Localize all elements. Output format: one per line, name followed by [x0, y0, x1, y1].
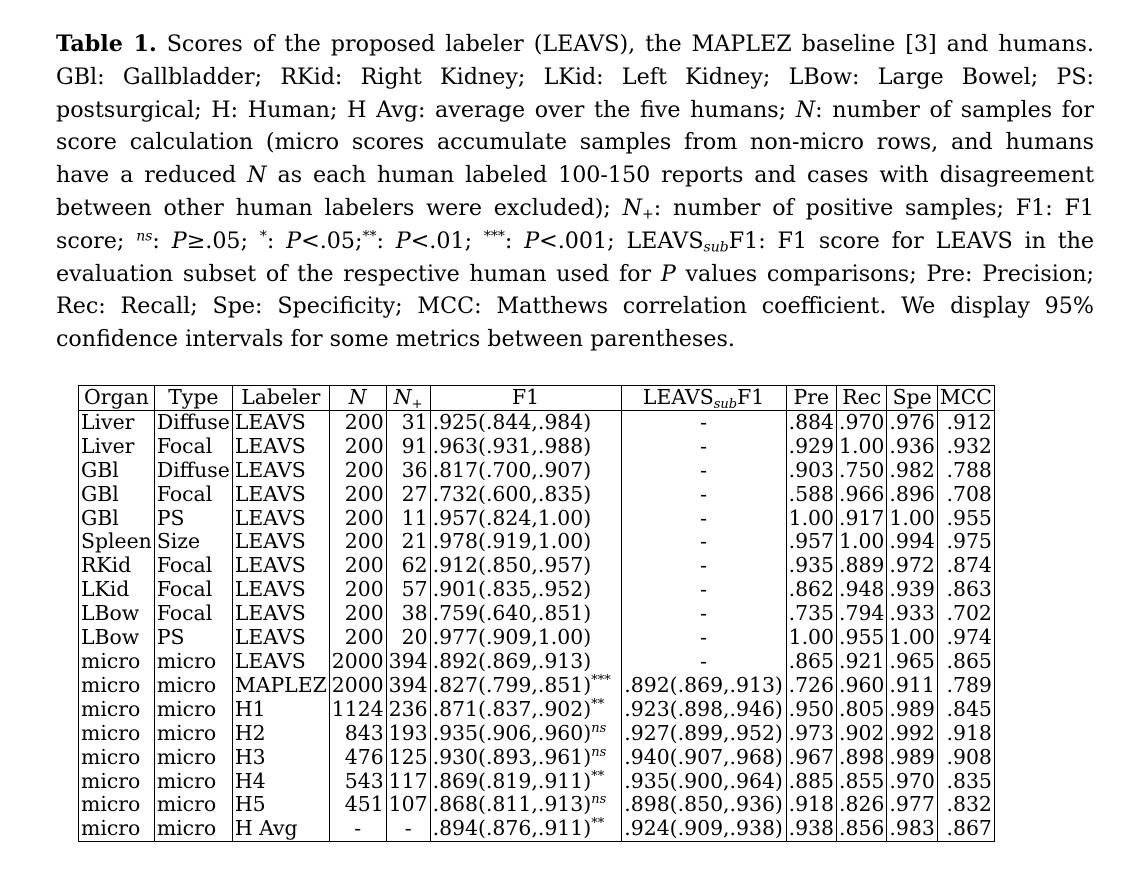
cell-spe: .977 [887, 793, 937, 817]
cell-labeler: H5 [232, 793, 329, 817]
cell-leavs-sub-f1: - [621, 530, 786, 554]
cell-f1 [430, 626, 621, 650]
cell-rec: .917 [837, 507, 887, 531]
cell-mcc: .918 [937, 722, 994, 746]
cell-spe: .911 [887, 674, 937, 698]
cell-f1 [430, 817, 621, 841]
cell-leavs-sub-f1: - [621, 410, 786, 434]
cell-pre: 1.00 [786, 507, 836, 531]
header-labeler: Labeler [232, 386, 329, 411]
cell-pre: .918 [786, 793, 836, 817]
cell-type: Focal [154, 554, 232, 578]
cell-rec: .750 [837, 459, 887, 483]
cell-spe: .936 [887, 435, 937, 459]
cell-pre: .884 [786, 410, 836, 434]
cell-mcc: .974 [937, 626, 994, 650]
cell-organ: GBl [79, 483, 155, 507]
cell-nplus: - [386, 817, 430, 841]
f1-value: .925(.844,.984) [432, 409, 592, 434]
cell-nplus: 107 [386, 793, 430, 817]
cell-organ: micro [79, 650, 155, 674]
table-row [79, 554, 995, 578]
cell-type: Focal [154, 578, 232, 602]
cell-rec: .970 [837, 410, 887, 434]
cell-pre: .865 [786, 650, 836, 674]
cell-spe: 1.00 [887, 507, 937, 531]
cell-type: micro [154, 674, 232, 698]
cell-type: micro [154, 650, 232, 674]
cell-nplus: 20 [386, 626, 430, 650]
cell-rec: .805 [837, 698, 887, 722]
table-row [79, 410, 995, 434]
cell-nplus: 394 [386, 674, 430, 698]
cell-spe: .994 [887, 530, 937, 554]
cell-f1 [430, 507, 621, 531]
cell-mcc: .702 [937, 602, 994, 626]
cell-n: 543 [329, 770, 386, 794]
cell-f1 [430, 770, 621, 794]
cell-leavs-sub-f1: - [621, 507, 786, 531]
cell-mcc: .832 [937, 793, 994, 817]
cell-n: 200 [329, 530, 386, 554]
cell-mcc: .908 [937, 746, 994, 770]
cell-labeler: LEAVS [232, 554, 329, 578]
cell-pre: .929 [786, 435, 836, 459]
cell-nplus: 27 [386, 483, 430, 507]
cell-n: 2000 [329, 650, 386, 674]
cell-type: Focal [154, 483, 232, 507]
header-f1: F1 [430, 386, 621, 411]
cell-pre: .957 [786, 530, 836, 554]
cell-rec: 1.00 [837, 530, 887, 554]
cell-leavs-sub-f1: .892(.869,.913) [621, 674, 786, 698]
cell-spe: .939 [887, 578, 937, 602]
cell-pre: .935 [786, 554, 836, 578]
cell-rec: .921 [837, 650, 887, 674]
cell-mcc: .932 [937, 435, 994, 459]
cell-leavs-sub-f1: .935(.900,.964) [621, 770, 786, 794]
cell-organ: micro [79, 746, 155, 770]
cell-rec: .948 [837, 578, 887, 602]
cell-leavs-sub-f1: .923(.898,.946) [621, 698, 786, 722]
cell-labeler: LEAVS [232, 626, 329, 650]
cell-organ: GBl [79, 507, 155, 531]
caption-label: Table 1. [56, 31, 157, 57]
cell-n: 200 [329, 626, 386, 650]
cell-labeler: LEAVS [232, 410, 329, 434]
scores-table [78, 385, 995, 842]
cell-n: 1124 [329, 698, 386, 722]
cell-pre: .967 [786, 746, 836, 770]
cell-leavs-sub-f1: - [621, 435, 786, 459]
cell-n: 451 [329, 793, 386, 817]
cell-nplus: 11 [386, 507, 430, 531]
cell-f1 [430, 459, 621, 483]
cell-nplus: 31 [386, 410, 430, 434]
cell-mcc: .788 [937, 459, 994, 483]
cell-organ: Spleen [79, 530, 155, 554]
cell-nplus: 62 [386, 554, 430, 578]
cell-rec: .794 [837, 602, 887, 626]
cell-organ: LKid [79, 578, 155, 602]
cell-pre: 1.00 [786, 626, 836, 650]
cell-n: 200 [329, 507, 386, 531]
cell-spe: .933 [887, 602, 937, 626]
header-nplus: N+ [386, 386, 430, 411]
cell-type: Diffuse [154, 459, 232, 483]
cell-nplus: 21 [386, 530, 430, 554]
cell-rec: .955 [837, 626, 887, 650]
f1-value: .868(.811,.913) [432, 792, 592, 817]
cell-spe: .896 [887, 483, 937, 507]
cell-rec: .902 [837, 722, 887, 746]
cell-leavs-sub-f1: - [621, 626, 786, 650]
cell-leavs-sub-f1: - [621, 459, 786, 483]
header-rec: Rec [837, 386, 887, 411]
cell-pre: .862 [786, 578, 836, 602]
cell-spe: .989 [887, 746, 937, 770]
cell-organ: Liver [79, 435, 155, 459]
cell-rec: .960 [837, 674, 887, 698]
cell-labeler: H2 [232, 722, 329, 746]
cell-spe: .970 [887, 770, 937, 794]
cell-spe: .989 [887, 698, 937, 722]
cell-spe: 1.00 [887, 626, 937, 650]
f1-value: .871(.837,.902) [432, 696, 592, 721]
cell-mcc: .912 [937, 410, 994, 434]
f1-value: .963(.931,.988) [432, 433, 592, 458]
cell-nplus: 117 [386, 770, 430, 794]
cell-spe: .992 [887, 722, 937, 746]
cell-f1 [430, 746, 621, 770]
cell-spe: .983 [887, 817, 937, 841]
cell-type: Focal [154, 435, 232, 459]
cell-leavs-sub-f1: - [621, 554, 786, 578]
cell-n: 200 [329, 459, 386, 483]
cell-type: Size [154, 530, 232, 554]
cell-leavs-sub-f1: - [621, 602, 786, 626]
significance-marker: ** [591, 768, 605, 784]
cell-f1 [430, 674, 621, 698]
f1-value: .957(.824,1.00) [432, 505, 592, 530]
cell-rec: .856 [837, 817, 887, 841]
cell-f1 [430, 650, 621, 674]
cell-nplus: 394 [386, 650, 430, 674]
cell-type: micro [154, 770, 232, 794]
cell-leavs-sub-f1: .940(.907,.968) [621, 746, 786, 770]
cell-f1 [430, 578, 621, 602]
table-row [79, 674, 995, 698]
cell-pre: .885 [786, 770, 836, 794]
f1-value: .817(.700,.907) [432, 457, 592, 482]
table-row [79, 578, 995, 602]
significance-marker: *** [591, 673, 611, 689]
cell-labeler: H3 [232, 746, 329, 770]
cell-rec: .826 [837, 793, 887, 817]
table-row [79, 507, 995, 531]
cell-n: 2000 [329, 674, 386, 698]
cell-n: 476 [329, 746, 386, 770]
cell-n: 200 [329, 602, 386, 626]
cell-f1 [430, 483, 621, 507]
table-row [79, 793, 995, 817]
cell-spe: .976 [887, 410, 937, 434]
significance-marker: ** [591, 816, 605, 832]
cell-mcc: .789 [937, 674, 994, 698]
cell-f1 [430, 602, 621, 626]
cell-type: micro [154, 817, 232, 841]
cell-pre: .588 [786, 483, 836, 507]
cell-labeler: H Avg [232, 817, 329, 841]
f1-value: .827(.799,.851) [432, 672, 592, 697]
cell-nplus: 236 [386, 698, 430, 722]
cell-leavs-sub-f1: .924(.909,.938) [621, 817, 786, 841]
table-row [79, 722, 995, 746]
f1-value: .977(.909,1.00) [432, 625, 592, 650]
header-organ: Organ [79, 386, 155, 411]
cell-labeler: LEAVS [232, 602, 329, 626]
cell-labeler: LEAVS [232, 530, 329, 554]
cell-f1 [430, 530, 621, 554]
cell-labeler: LEAVS [232, 507, 329, 531]
cell-organ: LBow [79, 626, 155, 650]
cell-rec: .889 [837, 554, 887, 578]
cell-type: PS [154, 626, 232, 650]
cell-spe: .972 [887, 554, 937, 578]
cell-mcc: .955 [937, 507, 994, 531]
cell-organ: Liver [79, 410, 155, 434]
cell-organ: micro [79, 698, 155, 722]
cell-f1 [430, 722, 621, 746]
table-row [79, 746, 995, 770]
cell-labeler: LEAVS [232, 650, 329, 674]
cell-nplus: 57 [386, 578, 430, 602]
f1-value: .978(.919,1.00) [432, 529, 592, 554]
cell-organ: RKid [79, 554, 155, 578]
cell-labeler: H1 [232, 698, 329, 722]
cell-mcc: .874 [937, 554, 994, 578]
cell-n: 200 [329, 435, 386, 459]
table-row [79, 770, 995, 794]
table-row [79, 626, 995, 650]
cell-n: 200 [329, 410, 386, 434]
table-row [79, 459, 995, 483]
cell-pre: .735 [786, 602, 836, 626]
header-type: Type [154, 386, 232, 411]
cell-type: micro [154, 698, 232, 722]
significance-marker: ns [591, 792, 607, 808]
f1-value: .759(.640,.851) [432, 601, 592, 626]
cell-labeler: LEAVS [232, 578, 329, 602]
cell-nplus: 193 [386, 722, 430, 746]
cell-pre: .973 [786, 722, 836, 746]
header-mcc: MCC [937, 386, 994, 411]
significance-marker: ns [591, 744, 607, 760]
cell-type: micro [154, 722, 232, 746]
cell-organ: micro [79, 722, 155, 746]
cell-mcc: .845 [937, 698, 994, 722]
cell-leavs-sub-f1: - [621, 483, 786, 507]
table-body [79, 410, 995, 841]
cell-rec: .898 [837, 746, 887, 770]
cell-pre: .938 [786, 817, 836, 841]
cell-labeler: LEAVS [232, 483, 329, 507]
cell-spe: .982 [887, 459, 937, 483]
cell-spe: .965 [887, 650, 937, 674]
cell-labeler: H4 [232, 770, 329, 794]
cell-organ: micro [79, 793, 155, 817]
header-pre: Pre [786, 386, 836, 411]
cell-n: 200 [329, 578, 386, 602]
cell-f1 [430, 435, 621, 459]
cell-pre: .903 [786, 459, 836, 483]
cell-organ: LBow [79, 602, 155, 626]
cell-organ: GBl [79, 459, 155, 483]
cell-labeler: LEAVS [232, 435, 329, 459]
cell-rec: 1.00 [837, 435, 887, 459]
f1-value: .930(.893,.961) [432, 744, 592, 769]
cell-rec: .966 [837, 483, 887, 507]
table-row [79, 698, 995, 722]
cell-type: Focal [154, 602, 232, 626]
cell-pre: .950 [786, 698, 836, 722]
cell-type: micro [154, 793, 232, 817]
cell-mcc: .865 [937, 650, 994, 674]
table-header-row [79, 386, 995, 411]
significance-marker: ns [591, 720, 607, 736]
header-n: N [329, 386, 386, 411]
cell-labeler: MAPLEZ [232, 674, 329, 698]
cell-leavs-sub-f1: - [621, 650, 786, 674]
header-leavs-sub-f1: $LEAVS_{sub}F1$ [621, 386, 786, 411]
cell-f1 [430, 554, 621, 578]
cell-leavs-sub-f1: - [621, 578, 786, 602]
cell-type: PS [154, 507, 232, 531]
cell-pre: .726 [786, 674, 836, 698]
cell-mcc: .835 [937, 770, 994, 794]
table-row [79, 435, 995, 459]
cell-f1 [430, 410, 621, 434]
cell-n: 200 [329, 483, 386, 507]
f1-value: .935(.906,.960) [432, 720, 592, 745]
cell-leavs-sub-f1: .898(.850,.936) [621, 793, 786, 817]
cell-f1 [430, 698, 621, 722]
cell-leavs-sub-f1: .927(.899,.952) [621, 722, 786, 746]
cell-mcc: .863 [937, 578, 994, 602]
cell-type: Diffuse [154, 410, 232, 434]
table-row [79, 817, 995, 841]
cell-nplus: 91 [386, 435, 430, 459]
cell-mcc: .867 [937, 817, 994, 841]
header-spe: Spe [887, 386, 937, 411]
cell-nplus: 38 [386, 602, 430, 626]
cell-nplus: 125 [386, 746, 430, 770]
cell-n: 843 [329, 722, 386, 746]
significance-marker: ** [591, 696, 605, 712]
cell-n: 200 [329, 554, 386, 578]
cell-organ: micro [79, 817, 155, 841]
f1-value: .869(.819,.911) [432, 768, 592, 793]
table-caption: Table 1. Scores of the proposed labeler (LEAVS), the MAPLEZ baseline [3] and humans. GBl: Gallbladder; RKid: Right Kidney; LKid: Left Kidney; LBow: Large Bowel; PS: postsurgical; H: Human; H Avg: average over the five humans; N: number of samples for score calculation (micro scores accumulate samples from non-micro rows, and humans have a reduced N as each human labeled 100-150 reports and cases with disagreement between other human labelers were excluded); $N_+$: number of positive samples; F1: F1 score; $^{ns}$: P≥.05; *: P<.05;**: P<.01; ***: P<.001; $LEAVS_{sub}F1$: F1 score for LEAVS in the evaluation subset of the respective human used for P values comparisons; Pre: Precision; Rec: Recall; Spe: Specificity; MCC: Matthews correlation coefficient. We display 95% confidence intervals for some metrics between parentheses. [56, 31, 1095, 353]
f1-value: .901(.835,.952) [432, 577, 592, 602]
table-row [79, 650, 995, 674]
table-row [79, 602, 995, 626]
cell-n: - [329, 817, 386, 841]
cell-f1 [430, 793, 621, 817]
table-row [79, 530, 995, 554]
table-row [79, 483, 995, 507]
f1-value: .912(.850,.957) [432, 553, 592, 578]
f1-value: .894(.876,.911) [432, 816, 592, 841]
cell-mcc: .975 [937, 530, 994, 554]
cell-organ: micro [79, 674, 155, 698]
cell-rec: .855 [837, 770, 887, 794]
cell-labeler: LEAVS [232, 459, 329, 483]
cell-organ: micro [79, 770, 155, 794]
cell-mcc: .708 [937, 483, 994, 507]
f1-value: .892(.869,.913) [432, 648, 592, 673]
cell-nplus: 36 [386, 459, 430, 483]
f1-value: .732(.600,.835) [432, 481, 592, 506]
cell-type: micro [154, 746, 232, 770]
